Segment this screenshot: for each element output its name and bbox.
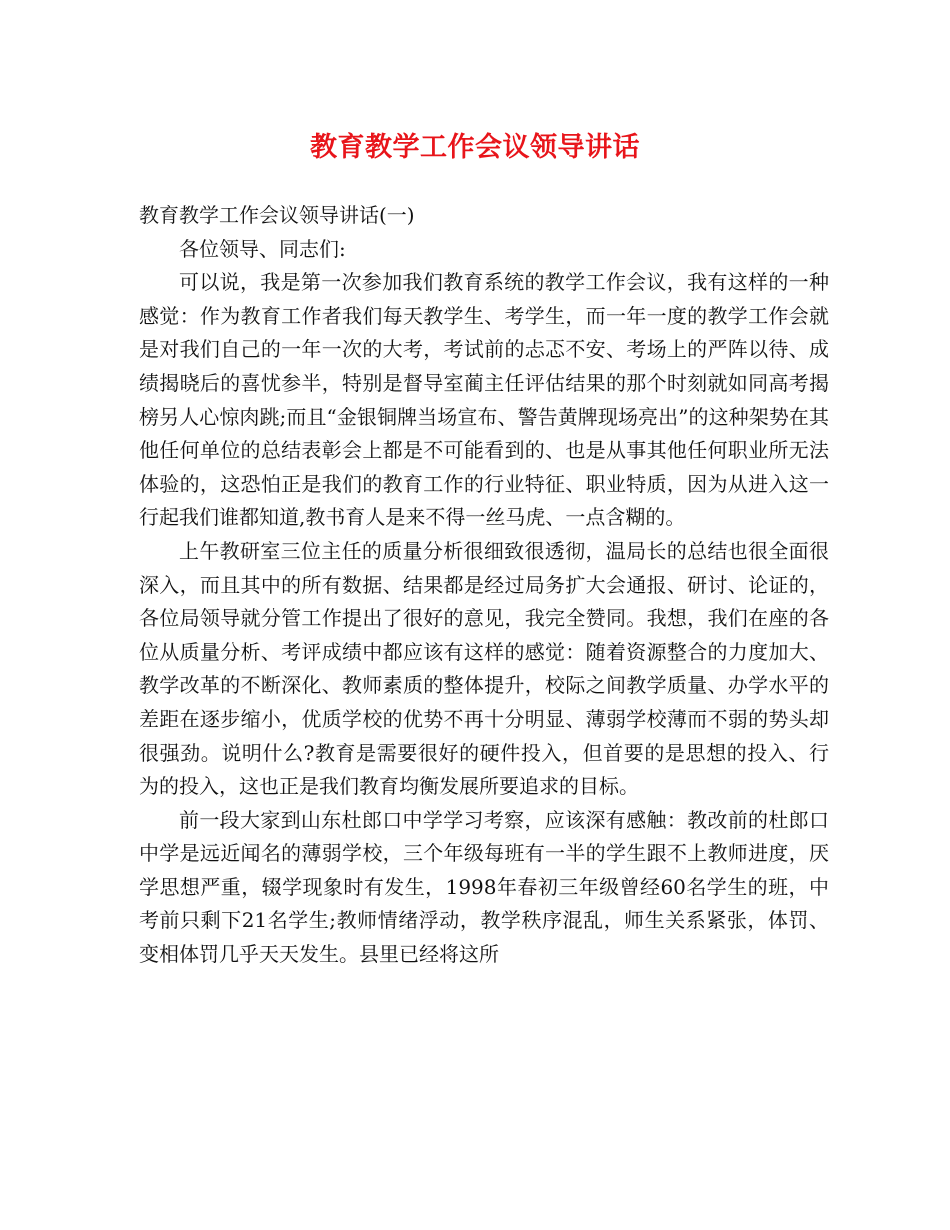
paragraph: 上午教研室三位主任的质量分析很细致很透彻，温局长的总结也很全面很深入，而且其中的所有数据、结果都是经过局务扩大会通报、研讨、论证的，各位局领导就分管工作提出了很好的意见，我完全赞同。我想，我们在座的各位从质量分析、考评成绩中都应该有这样的感觉：随着资源整合的力度加大、教学改革的不断深化、教师素质的整体提升，校际之间教学质量、办学水平的差距在逐步缩小，优质学校的优势不再十分明显、薄弱学校薄而不弱的势头却很强劲。说明什么?教育是需要很好的硬件投入，但首要的是思想的投入、行为的投入，这也正是我们教育均衡发展所要追求的目标。	[139, 538, 829, 799]
document-body	[139, 199, 829, 972]
paragraph: 前一段大家到山东杜郎口中学学习考察，应该深有感触：教改前的杜郎口中学是远近闻名的薄弱学校，三个年级每班有一半的学生跟不上教师进度，厌学思想严重，辍学现象时有发生，1998年春初三年级曾经60名学生的班，中考前只剩下21名学生;教师情绪浮动，教学秩序混乱，师生关系紧张，体罚、变相体罚几乎天天发生。县里已经将这所	[139, 807, 829, 967]
section-heading: 教育教学工作会议领导讲话(一)	[139, 203, 415, 227]
paragraph: 可以说，我是第一次参加我们教育系统的教学工作会议，我有这样的一种感觉：作为教育工作者我们每天教学生、考学生，而一年一度的教学工作会就是对我们自己的一年一次的大考，考试前的忐忑不安、考场上的严阵以待、成绩揭晓后的喜忧参半，特别是督导室蔺主任评估结果的那个时刻就如同高考揭榜另人心惊肉跳;而且“金银铜牌当场宣布、警告黄牌现场亮出”的这种架势在其他任何单位的总结表彰会上都是不可能看到的、也是从事其他任何职业所无法体验的，这恐怕正是我们的教育工作的行业特征、职业特质，因为从进入这一行起我们谁都知道,教书育人是来不得一丝马虎、一点含糊的。	[139, 270, 829, 530]
document-title: 教育教学工作会议领导讲话	[310, 132, 640, 163]
paragraph-salutation: 各位领导、同志们:	[179, 236, 346, 261]
